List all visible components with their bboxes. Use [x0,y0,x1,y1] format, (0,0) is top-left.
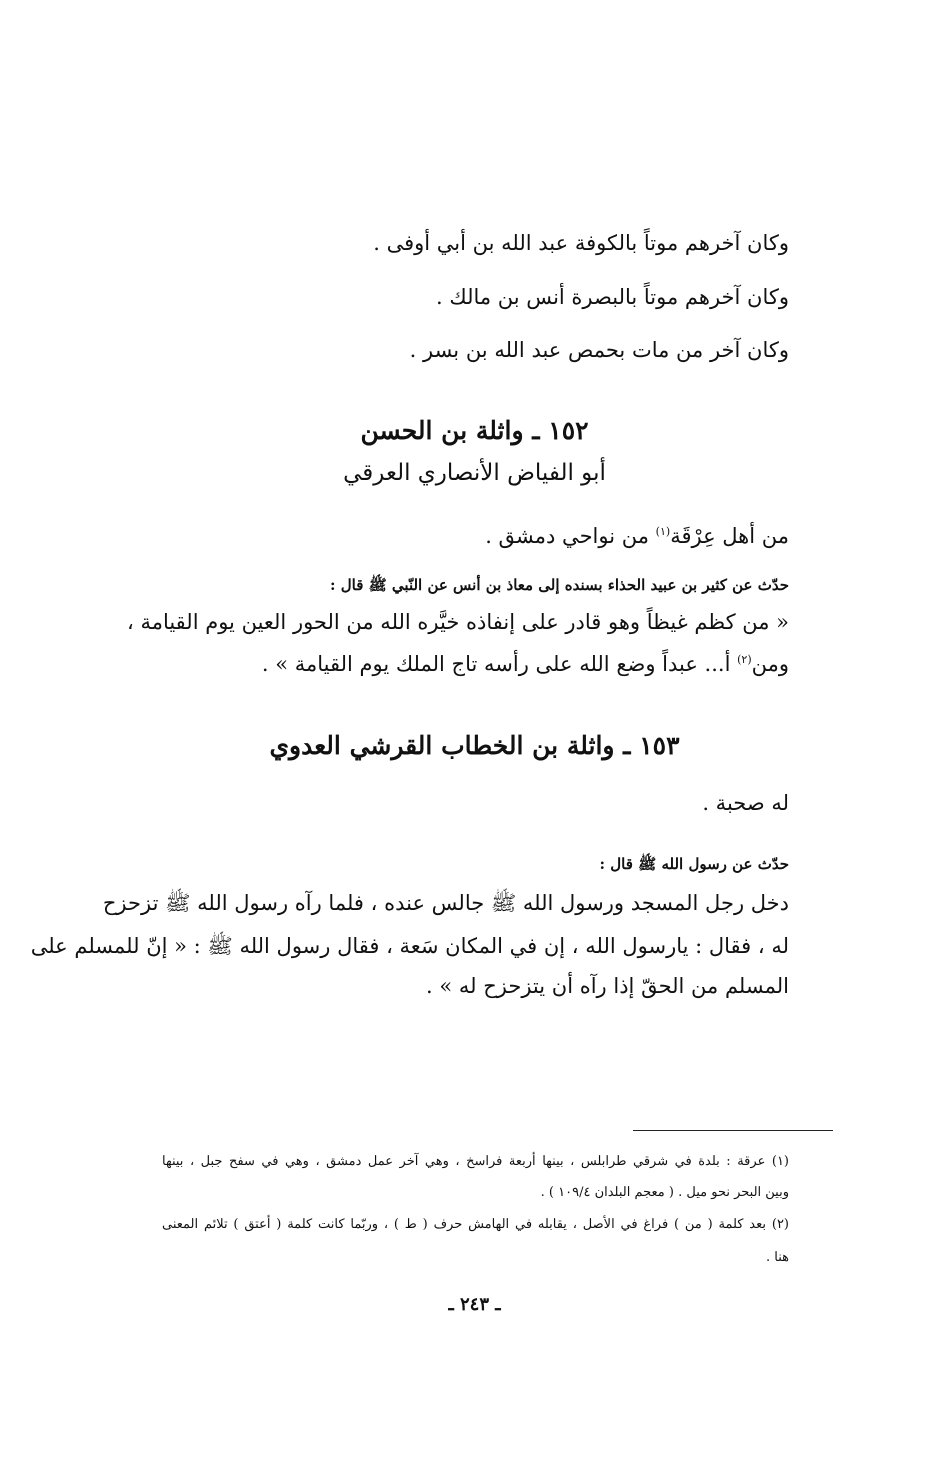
intro-line-basra: وكان آخرهم موتاً بالبصرة أنس بن مالك . [436,285,789,309]
hadith-text: ومن [751,652,789,676]
origin-text: من أهل عِرْقَة [670,524,789,548]
page-number: ـ ٢٤٣ ـ [448,1294,501,1315]
footnote-1-line-2: وبين البحر نحو ميل . ( معجم البلدان ١٠٩/٤ ) . [540,1185,789,1200]
origin-text-rest: من نواحي دمشق . [485,524,656,548]
entry-152-hadith-line-2 [262,650,789,678]
entry-152-hadith-line-1: « من كظم غيظاً وهو قادر على إنفاذه خيَّره الله من الحور العين يوم القيامة ، [126,610,789,634]
entry-153-heading: ١٥٣ ـ واثلة بن الخطاب القرشي العدوي [269,731,680,760]
entry-153-narration: حدّث عن رسول الله ﷺ قال : [599,855,789,873]
entry-152-subheading: أبو الفياض الأنصاري العرقي [343,460,606,486]
entry-153-companion-note: له صحبة . [702,791,789,815]
footnote-ref-2: (٢) [737,653,752,666]
footnote-ref-1: (١) [655,525,671,538]
entry-152-origin [485,522,789,550]
entry-152-heading: ١٥٢ ـ واثلة بن الحسن [360,416,589,445]
footnote-2-line-1: (٢) بعد كلمة ( من ) فراغ في الأصل ، يقابله في الهامش حرف ( ط ) ، وربّما كانت كلمة ( أعتق ) تلائم المعنى [162,1217,789,1232]
footnote-1-line-1: (١) عرقة : بلدة في شرقي طرابلس ، بينها أربعة فراسخ ، وهي آخر عمل دمشق ، وهي في سفح جبل ، بينها [162,1154,789,1169]
footnote-divider [633,1130,833,1131]
footnote-2-line-2: هنا . [765,1250,789,1265]
intro-line-homs: وكان آخر من مات بحمص عبد الله بن بسر . [409,338,789,362]
entry-153-hadith-line-3: المسلم من الحقّ إذا رآه أن يتزحزح له » . [426,974,789,998]
hadith-text-rest: أ... عبداً وضع الله على رأسه تاج الملك يوم القيامة » . [261,652,738,676]
entry-153-hadith-line-1: دخل رجل المسجد ورسول الله ﷺ جالس عنده ، فلما رآه رسول الله ﷺ تزحزح [102,891,789,915]
intro-line-kufa: وكان آخرهم موتاً بالكوفة عبد الله بن أبي أوفى . [373,231,789,255]
entry-152-narration: حدّث عن كثير بن عبيد الحذاء بسنده إلى معاذ بن أنس عن النّبي ﷺ قال : [329,576,789,594]
entry-153-hadith-line-2: له ، فقال : يارسول الله ، إن في المكان سَعة ، فقال رسول الله ﷺ : « إنّ للمسلم على [30,934,789,958]
